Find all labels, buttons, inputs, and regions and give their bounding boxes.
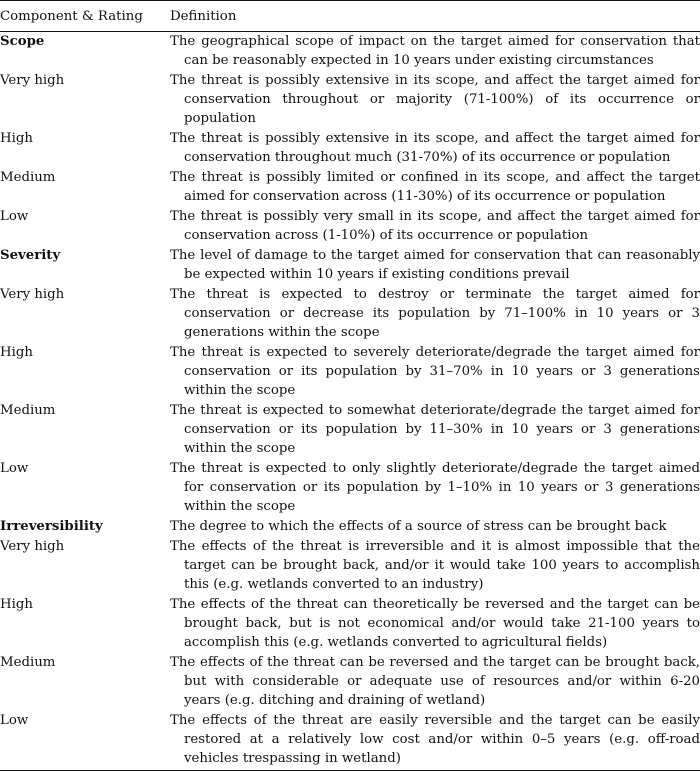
- table-row-severity: [0, 246, 700, 285]
- definition-cell: The threat is possibly extensive in its scope, and affect the target aimed for conservation throughout much (31-70%) of its occurrence or population: [170, 131, 700, 165]
- table-row: [0, 711, 700, 771]
- header-row: [0, 1, 700, 32]
- table-row: [0, 207, 700, 246]
- definition-cell: The threat is possibly limited or confined in its scope, and affect the target aimed for conservation across (11-30%) of its occurrence or population: [170, 170, 700, 204]
- table-body: [0, 32, 700, 771]
- rating-cell: Medium: [0, 655, 56, 670]
- definition-cell: The effects of the threat can theoretically be reversed and the target can be brought back, but is not economical and/or would take 21-100 years to accomplish this (e.g. wetlands converted to agricultural fields): [170, 597, 700, 650]
- definition-cell: The threat is expected to only slightly deteriorate/degrade the target aimed for conservation or its population by 1–10% in 10 years or 3 generations within the scope: [170, 461, 700, 514]
- definition-cell: The threat is possibly very small in its scope, and affect the target aimed for conservation across (1-10%) of its occurrence or population: [170, 209, 700, 243]
- table-row: [0, 537, 700, 595]
- rating-cell: Very high: [0, 287, 65, 302]
- definition-cell: The level of damage to the target aimed for conservation that can reasonably be expected within 10 years if existing conditions prevail: [170, 248, 700, 282]
- header-definition: Definition: [170, 1, 700, 32]
- rating-cell: Low: [0, 209, 29, 224]
- header-component-rating: Component & Rating: [0, 1, 170, 32]
- rating-cell: Low: [0, 711, 170, 771]
- rating-cell: Medium: [0, 403, 56, 418]
- rating-cell: Medium: [0, 170, 56, 185]
- table-row: [0, 168, 700, 207]
- rating-cell: Very high: [0, 539, 65, 554]
- table-row: [0, 285, 700, 343]
- table-header: [0, 1, 700, 32]
- table-row: [0, 343, 700, 401]
- table-row: [0, 129, 700, 168]
- component-label: Severity: [0, 248, 61, 263]
- rating-cell: Low: [0, 461, 29, 476]
- definition-cell: The degree to which the effects of a source of stress can be brought back: [170, 519, 667, 534]
- definition-cell: The effects of the threat is irreversible and it is almost impossible that the target can be brought back, and/or it would take 100 years to accomplish this (e.g. wetlands converted to an industry): [170, 539, 700, 592]
- table-row: [0, 459, 700, 517]
- table-row: [0, 595, 700, 653]
- rating-cell: Very high: [0, 73, 65, 88]
- component-label: Irreversibility: [0, 519, 103, 534]
- rating-cell: High: [0, 345, 33, 360]
- definition-cell: The geographical scope of impact on the target aimed for conservation that can be reasonably expected in 10 years under existing circumstances: [170, 34, 700, 68]
- definition-cell: The threat is possibly extensive in its scope, and affect the target aimed for conservation throughout or majority (71-100%) of its occurrence or population: [170, 73, 700, 126]
- rating-cell: High: [0, 131, 33, 146]
- table-row: [0, 401, 700, 459]
- component-label: Scope: [0, 34, 45, 49]
- rating-cell: High: [0, 597, 33, 612]
- table-row: [0, 653, 700, 711]
- table-row-irreversibility: [0, 517, 700, 537]
- definition-cell: The threat is expected to somewhat deteriorate/degrade the target aimed for conservation or its population by 11–30% in 10 years or 3 generations within the scope: [170, 403, 700, 456]
- definition-cell: The effects of the threat can be reversed and the target can be brought back, but with considerable or adequate use of resources and/or within 6-20 years (e.g. ditching and draining of wetland): [170, 655, 700, 708]
- definition-cell: The effects of the threat are easily reversible and the target can be easily restored at a relatively low cost and/or within 0–5 years (e.g. off-road vehicles trespassing in wetland): [170, 711, 700, 771]
- table-row-scope: [0, 32, 700, 72]
- definition-cell: The threat is expected to destroy or terminate the target aimed for conservation or decrease its population by 71–100% in 10 years or 3 generations within the scope: [170, 287, 700, 340]
- table-row: [0, 71, 700, 129]
- definition-cell: The threat is expected to severely deteriorate/degrade the target aimed for conservation or its population by 31–70% in 10 years or 3 generations within the scope: [170, 345, 700, 398]
